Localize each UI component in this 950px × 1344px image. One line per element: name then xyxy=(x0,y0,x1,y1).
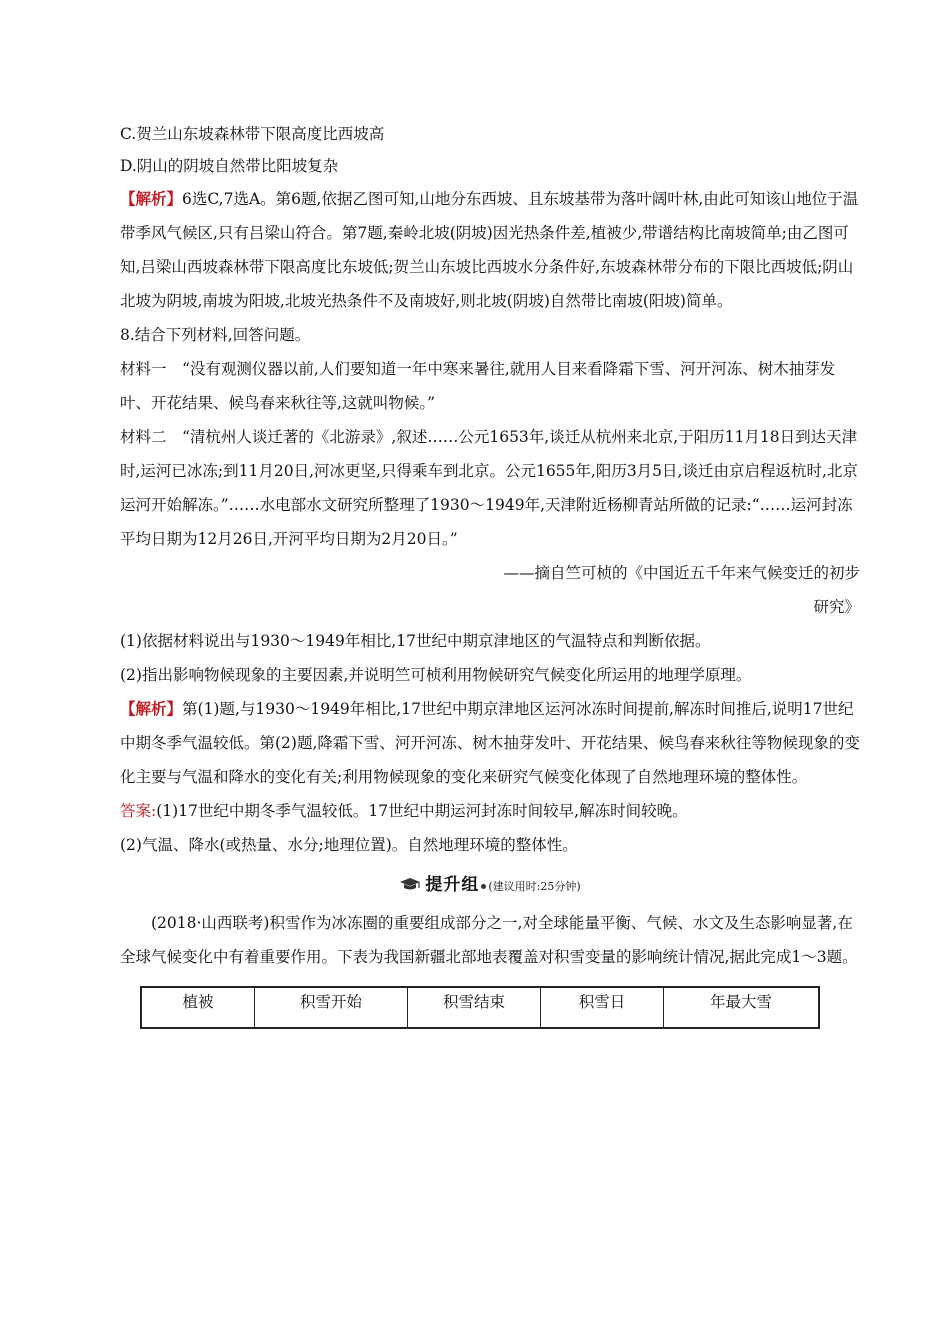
document-page xyxy=(120,118,860,1029)
table-header-cell: 年最大雪 xyxy=(664,987,820,1028)
table-header-cell: 积雪日 xyxy=(541,987,664,1028)
answer-line-2: (2)气温、降水(或热量、水分;地理位置)。自然地理环境的整体性。 xyxy=(120,836,578,854)
dot-icon xyxy=(481,884,486,889)
data-table xyxy=(140,986,820,1029)
material-source: ——摘自竺可桢的《中国近五千年来气候变迁的初步研究》 xyxy=(503,564,860,616)
analysis-paragraph-1 xyxy=(120,182,860,318)
analysis-text: 第(1)题,与1930～1949年相比,17世纪中期京津地区运河冰冻时间提前,解冻时间推后,说明17世纪中期冬季气温较低。第(2)题,降霜下雪、河开河冻、树木抽芽发叶、开花结果、候鸟春来秋往等物候现象的变化主要与气温和降水的变化有关;利用物候现象的变化来研究气候变化体现了自然地理环境的整体性。 xyxy=(120,700,860,786)
answer-line-1: 答案:(1)17世纪中期冬季气温较低。17世纪中期运河封冻时间较早,解冻时间较晚。 xyxy=(120,802,688,820)
table-header-row xyxy=(141,987,819,1028)
table-header-cell: 植被 xyxy=(141,987,255,1028)
analysis-paragraph-2 xyxy=(120,692,860,794)
table-header-cell: 积雪开始 xyxy=(255,987,408,1028)
sub-question-1: (1)依据材料说出与1930～1949年相比,17世纪中期京津地区的气温特点和判断依据。 xyxy=(120,632,711,650)
material-one: 材料一 “没有观测仪器以前,人们要知道一年中寒来暑往,就用人目来看降霜下雪、河开河冻、树木抽芽发叶、开花结果、候鸟春来秋往等,这就叫物候。” xyxy=(120,360,836,412)
option-d: D.阴山的阴坡自然带比阳坡复杂 xyxy=(120,157,339,175)
sub-question-2: (2)指出影响物候现象的主要因素,并说明竺可桢利用物候研究气候变化所运用的地理学原理。 xyxy=(120,666,752,684)
intro-paragraph: (2018·山西联考)积雪作为冰冻圈的重要组成部分之一,对全球能量平衡、气候、水文及生态影响显著,在全球气候变化中有着重要作用。下表为我国新疆北部地表覆盖对积雪变量的影响统计情况,据此完成1～3题。 xyxy=(120,914,858,966)
section-note: (建议用时:25分钟) xyxy=(488,880,581,893)
graduation-cap-icon xyxy=(399,871,421,885)
analysis-tag: 【解析】 xyxy=(120,189,183,208)
analysis-tag: 【解析】 xyxy=(120,699,183,718)
answer-label: 答案: xyxy=(120,802,157,820)
analysis-text: 6选C,7选A。第6题,依据乙图可知,山地分东西坡、且东坡基带为落叶阔叶林,由此可知该山地位于温带季风气候区,只有吕梁山符合。第7题,秦岭北坡(阴坡)因光热条件差,植被少,带谱结构比南坡简单;由乙图可知,吕梁山西坡森林带下限高度比东坡低;贺兰山东坡比西坡水分条件好,东坡森林带分布的下限比西坡低;阴山北坡为阴坡,南坡为阳坡,北坡光热条件不及南坡好,则北坡(阴坡)自然带比南坡(阳坡)简单。 xyxy=(120,190,859,310)
section-header xyxy=(120,870,860,902)
question-8-stem: 8.结合下列材料,回答问题。 xyxy=(120,326,311,344)
material-two: 材料二 “清杭州人谈迁著的《北游录》,叙述……公元1653年,谈迁从杭州来北京,于阳历11月18日到达天津时,运河已冰冻;到11月20日,河冰更坚,只得乘车到北京。公元1655年,阳历3月5日,谈迁由京启程返杭时,北京运河开始解冻。”……水电部水文研究所整理了1930～1949年,天津附近杨柳青站所做的记录:“……运河封冻平均日期为12月26日,开河平均日期为2月20日。” xyxy=(120,428,858,548)
table-header-cell: 积雪结束 xyxy=(408,987,541,1028)
section-title: 提升组 xyxy=(425,875,480,895)
option-c: C.贺兰山东坡森林带下限高度比西坡高 xyxy=(120,125,385,143)
